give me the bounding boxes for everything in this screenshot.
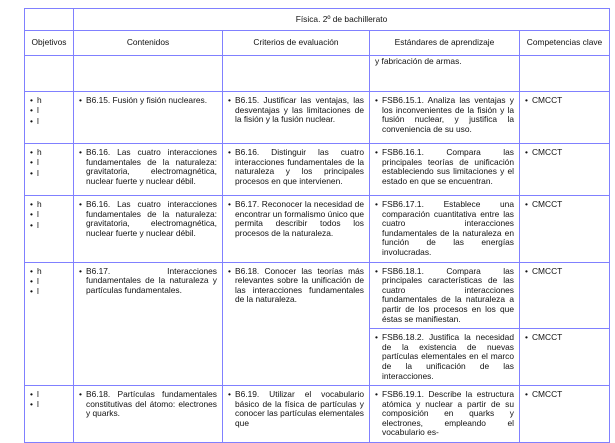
contenido-cell: • B6.17. Interacciones fundamentales de la naturaleza y partículas fundamentales. — [74, 262, 223, 386]
competencia-cell: • CMCCT — [520, 92, 610, 144]
objetivo-item: • h — [30, 199, 42, 209]
contenido-cell: • B6.16. Las cuatro interacciones fundamentales de la naturaleza: gravitatoria, electromagnética, nuclear fuerte y nuclear débil. — [74, 196, 223, 263]
criterio-cell: • B6.17. Reconocer la necesidad de encontrar un formalismo único que permita describir todos los procesos de la naturaleza. — [223, 196, 370, 263]
competencia-cell: • CMCCT — [520, 196, 610, 263]
col-header-objetivos: Objetivos — [25, 31, 74, 56]
estandar-cell: • FSB6.15.1. Analiza las ventajas y los inconvenientes de la fisión y la fusión nuclear, y justifica la conveniencia de su uso. — [370, 92, 520, 144]
table-row — [25, 196, 610, 263]
objetivo-item: • l — [30, 115, 39, 126]
objetivo-item: • l — [30, 286, 39, 297]
objetivo-item: • l — [30, 209, 39, 220]
competencia-cell: • CMCCT — [520, 329, 610, 386]
objetivo-item: • h — [30, 147, 42, 157]
criterio-cell: • B6.15. Justificar las ventajas, las desventajas y las limitaciones de la fisión y la fusión nuclear. — [223, 92, 370, 144]
criterio-cell: • B6.19. Utilizar el vocabulario básico de la física de partículas y conocer las partículas elementales que — [223, 386, 370, 443]
objetivos-cell — [25, 144, 74, 196]
objetivo-item: • l — [30, 219, 39, 230]
criterio-cell: • B6.16. Distinguir las cuatro interacciones fundamentales de la naturaleza y los principales procesos en que intervienen. — [223, 144, 370, 196]
table-row — [25, 144, 610, 196]
col-header-competencias: Competencias clave — [520, 31, 610, 56]
col-header-estandares: Estándares de aprendizaje — [370, 31, 520, 56]
contenido-cell: • B6.16. Las cuatro interacciones fundamentales de la naturaleza: gravitatoria, electromagnética, nuclear fuerte y nuclear débil. — [74, 144, 223, 196]
continuation-row — [25, 56, 610, 92]
curriculum-table — [24, 8, 610, 443]
objetivos-cell — [25, 262, 74, 386]
objetivo-item: • l — [30, 399, 39, 410]
table-title: Física. 2º de bachillerato — [74, 9, 610, 31]
table-row — [25, 92, 610, 144]
objetivo-item: • l — [30, 389, 39, 400]
column-header-row — [25, 31, 610, 56]
competencia-cell: • CMCCT — [520, 262, 610, 329]
continuation-estandar: y fabricación de armas. — [370, 56, 520, 92]
title-row — [25, 9, 610, 31]
objetivo-item: • l — [30, 167, 39, 178]
table-row — [25, 386, 610, 443]
objetivo-item: • l — [30, 275, 39, 286]
estandar-cell: • FSB6.18.2. Justifica la necesidad de la existencia de nuevas partículas elementales en el marco de la unificación de las interacciones. — [370, 329, 520, 386]
contenido-cell: • B6.15. Fusión y fisión nucleares. — [74, 92, 223, 144]
objetivos-cell — [25, 386, 74, 443]
estandar-cell: • FSB6.16.1. Compara las principales teorías de unificación estableciendo sus limitaciones y el estado en que se encuentran. — [370, 144, 520, 196]
col-header-contenidos: Contenidos — [74, 31, 223, 56]
competencia-cell: • CMCCT — [520, 386, 610, 443]
estandar-cell: • FSB6.17.1. Establece una comparación cuantitativa entre las cuatro interacciones fundamentales de la naturaleza en función de las energías involucradas. — [370, 196, 520, 263]
competencia-cell: • CMCCT — [520, 144, 610, 196]
col-header-criterios: Criterios de evaluación — [223, 31, 370, 56]
objetivo-item: • h — [30, 265, 42, 276]
objetivo-item: • l — [30, 157, 39, 168]
estandar-cell: • FSB6.18.1. Compara las principales características de las cuatro interacciones fundamentales de la naturaleza a partir de los procesos en los que éstas se manifiestan. — [370, 262, 520, 329]
objetivo-item: • l — [30, 105, 39, 116]
contenido-cell: • B6.18. Partículas fundamentales constitutivas del átomo: electrones y quarks. — [74, 386, 223, 443]
estandar-cell: • FSB6.19.1. Describe la estructura atómica y nuclear a partir de su composición en quarks y electrones, empleando el vocabulario es- — [370, 386, 520, 443]
objetivos-cell — [25, 196, 74, 263]
criterio-cell: • B6.18. Conocer las teorías más relevantes sobre la unificación de las interacciones fundamentales de la naturaleza. — [223, 262, 370, 386]
table-row — [25, 262, 610, 329]
objetivo-item: • h — [30, 95, 42, 105]
objetivos-cell — [25, 92, 74, 144]
blank-corner-cell — [25, 9, 74, 31]
